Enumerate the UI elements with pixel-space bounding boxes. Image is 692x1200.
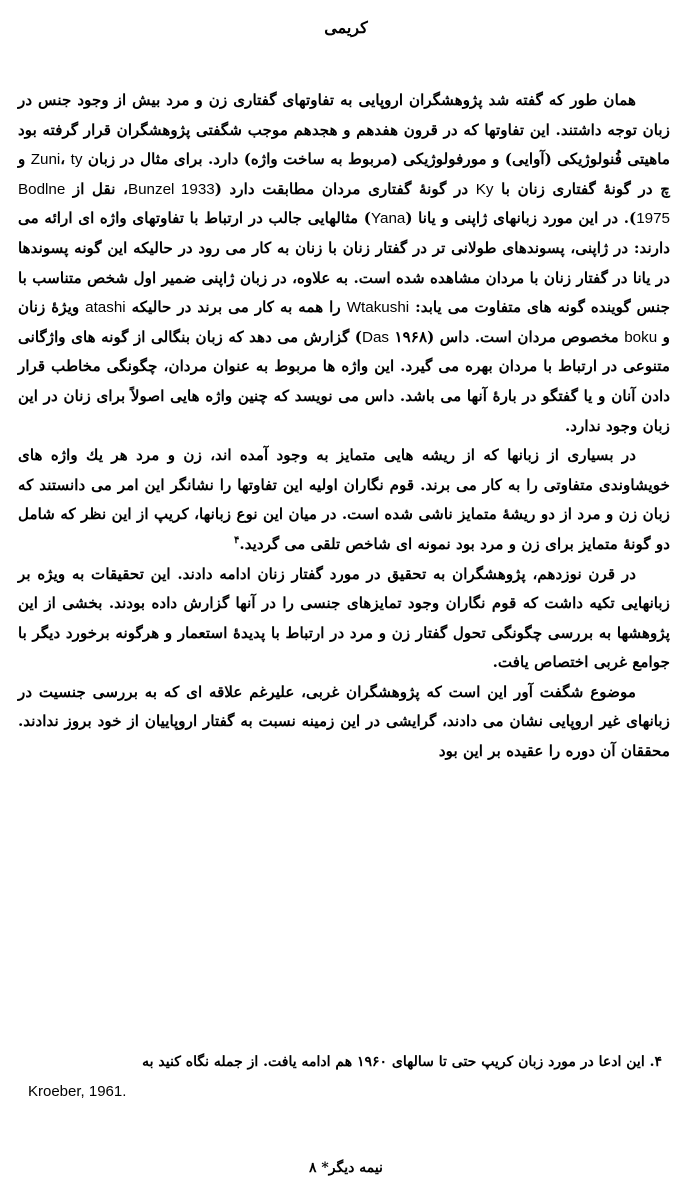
punctuation: ،	[60, 150, 66, 169]
paragraph-2-text: در بسیاری از زبانها که از ریشه هایی متمایز به وجود آمده اند، زن و مرد هر یك واژه های خویشاوندی متفاوتی را به کار می برند. قوم نگاران اولیه این تفاوتها را نشانگر این امر می دانستند که زبان زن و مرد از دو ریشهٔ متمایز ناشی شده است. در میان این نوع زبانها، کریپ از این نظر که شامل دو گونهٔ متمایز برای زن و مرد بود نمونه ای شاخص تلقی می گردید.	[18, 446, 670, 553]
citation-bodine: Bodlne 1975	[18, 180, 670, 228]
paragraph-4-text: موضوع شگفت آور این است که پژوهشگران غربی، علیرغم علاقه ای که به بررسی جنسیت در زبانهای غیر اروپایی نشان می دادند، گرایشی در این زمینه نسبت به گفتار اروپاییان از خود بروز ندادند. محققان آن دوره را عقیده بر این بود	[18, 682, 670, 761]
paragraph-1-text: ) مثالهایی جالب در ارتباط با تفاوتهای واژه ای ارائه می دارند: در ژاپنی، پسوندهای طولانی تر در گفتار زنان با زنان به کار می رود در حالیکه این گونه پسوندها در یانا در گفتار زنان با مردان مشاهده شده است. به علاوه، در زبان ژاپنی ضمیر اول شخص متناسب با جنس گوینده گونه های متفاوت می یابد:	[18, 209, 670, 317]
term-zuni: Zuni	[30, 151, 61, 169]
paragraph-1-text: مخصوص مردان است. داس (۱۹۶۸	[394, 327, 619, 346]
paragraph-3	[18, 560, 670, 678]
term-atashi: atashi	[85, 299, 126, 317]
paragraph-1-text: همان طور که گفته شد پژوهشگران اروپایی به تفاوتهای گفتاری زن و مرد بیش از وجود جنس در زبان توجه داشتند. این تفاوتها که در قرون هفدهم و هجدهم موجب شگفتی پژوهشگران قرار گرفته بود ماهیتی فُنولوژیکی (آوایی) و مورفولوژیکی (مربوط به ساخت واژه) دارد. برای مثال در زبان	[18, 91, 670, 169]
paragraph-2	[18, 441, 670, 559]
footnote	[22, 1047, 662, 1107]
term-das: Das	[361, 328, 389, 346]
term-ky: Ky	[475, 180, 494, 198]
paragraph-1-text: در گونهٔ گفتاری مردان مطابقت دارد (	[214, 179, 469, 198]
term-boku: boku	[624, 328, 658, 346]
page-footer: نیمه دیگر* ۸	[309, 1160, 383, 1176]
paragraph-1-text: ، نقل از	[72, 179, 128, 198]
running-header: کریمی	[324, 18, 368, 37]
paragraph-1	[18, 86, 670, 441]
paragraph-1-text: را همه به کار می برند در حالیکه	[131, 298, 341, 317]
footnote-text: ۴. این ادعا در مورد زبان کریپ حتی تا سالهای ۱۹۶۰ هم ادامه یافت. از جمله نگاه کنید به	[142, 1054, 662, 1070]
paragraph-1-text: و چ در گونهٔ گفتاری زنان با	[18, 150, 670, 198]
paragraph-4	[18, 678, 670, 767]
paragraph-1-text: ویژهٔ زنان و	[18, 298, 670, 346]
term-ty: ty	[70, 151, 83, 169]
paragraph-3-text: در قرن نوزدهم، پژوهشگران به تحقیق در مورد گفتار زنان ادامه دادند. این تحقیقات به ویژه بر زبانهایی تکیه داشت که قوم نگاران وجود تمایزهای جنسی را در آنها گزارش داده بودند. بخشی از این پژوهشها به بررسی چگونگی تحول گفتار زن و مرد در ارتباط با پدیدهٔ استعمار و هرگونه برخورد دیگر با جوامع غربی اختصاص یافت.	[18, 564, 670, 672]
footnote-reference: Kroeber, 1961.	[28, 1083, 127, 1100]
term-yana: Yana	[371, 210, 406, 228]
footnote-marker: ۴	[234, 534, 240, 546]
body-text	[18, 86, 670, 767]
citation-bunzel: Bunzel 1933	[127, 180, 215, 198]
paragraph-1-text: ). در این مورد زبانهای ژاپنی و یانا (	[405, 209, 637, 228]
paragraph-1-text: ) گزارش می دهد که زبان بنگالی از گونه های واژگانی متنوعی در ارتباط با مردان بهره می گیرد. این واژه ها مربوط به عنوان مردان، چگونگی مخاطب قرار دادن آنان و یا گفتگو در بارهٔ آنها می باشد. داس می نویسد که چنین واژه هایی اصولاً برای زنان در این زبان وجود ندارد.	[18, 327, 670, 435]
term-wtakushi: Wtakushi	[346, 299, 410, 317]
